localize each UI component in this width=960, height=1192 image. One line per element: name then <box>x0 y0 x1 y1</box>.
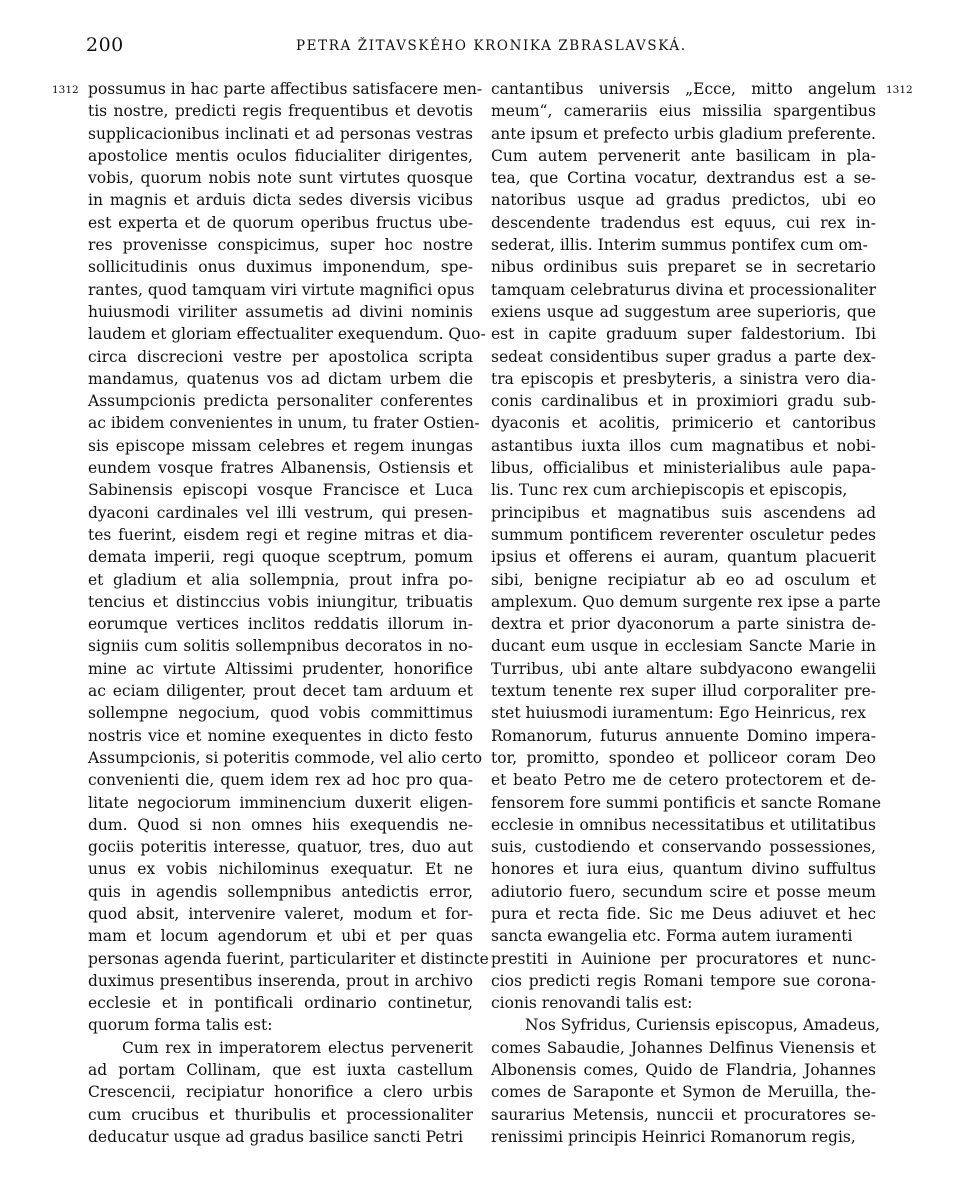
text-line: astantibus iuxta illos cum magnatibus et nobi- <box>491 436 876 455</box>
text-line: est experta et de quorum operibus fructus ube- <box>88 213 473 232</box>
text-line: Assumpcionis, si poteritis commode, vel alio certo <box>88 748 483 767</box>
text-line: comes Sabaudie, Johannes Delfinus Vienensis et <box>491 1038 876 1057</box>
text-line: tra episcopis et presbyteris, a sinistra vero dia- <box>491 369 876 388</box>
text-line: Romanorum, futurus annuente Domino impera- <box>491 726 876 745</box>
text-line: stet huiusmodi iuramentum: Ego Heinricus, rex <box>491 704 866 723</box>
text-line: sederat, illis. Interim summus pontifex cum om- <box>491 236 868 255</box>
running-title: PETRA ŽITAVSKÉHO KRONIKA ZBRASLAVSKÁ. <box>296 38 687 54</box>
text-line: gociis poteritis interesse, quatuor, tres, duo aut <box>88 838 473 857</box>
text-line: et beato Petro me de cetero protectorem et de- <box>491 771 876 790</box>
text-line: ducant eum usque in ecclesiam Sancte Marie in <box>491 637 876 656</box>
page-number: 200 <box>86 34 124 56</box>
text-line: convenienti die, quem idem rex ad hoc pro qua- <box>88 771 473 790</box>
text-line: summum pontificem reverenter osculetur pedes <box>491 525 876 544</box>
left-text-column <box>88 78 489 1148</box>
text-line: sollempne negocium, quod vobis committimus <box>88 704 473 723</box>
text-line: Sabinensis episcopi vosque Francisce et Luca <box>88 481 473 500</box>
text-line: huiusmodi viriliter assumetis ad divini nominis <box>88 302 473 321</box>
text-line: saurarius Metensis, nunccii et procuratores se- <box>491 1105 876 1124</box>
text-line: possumus in hac parte affectibus satisfacere men- <box>88 80 483 98</box>
text-line: honores et iura eius, quantum divino suffultus <box>491 860 876 879</box>
text-line: Nos Syfridus, Curiensis episcopus, Amadeus, <box>525 1016 880 1035</box>
text-line: sis episcope missam celebres et regem inungas <box>88 436 473 455</box>
text-line: tor, promitto, spondeo et polliceor coram Deo <box>491 748 876 767</box>
text-line: ac ibidem convenientes in unum, tu frater Ostien- <box>88 414 480 433</box>
text-line: dum. Quod si non omnes hiis exequendis ne- <box>88 815 473 834</box>
text-line: Turribus, ubi ante altare subdyacono ewangelii <box>491 659 876 678</box>
text-line: Assumpcionis predicta personaliter conferentes <box>88 392 473 411</box>
text-line: res provenisse conspicimus, super hoc nostre <box>88 236 473 255</box>
text-line: litate negociorum imminencium duxerit eligen- <box>88 793 473 812</box>
text-line: Albonensis comes, Quido de Flandria, Johannes <box>491 1061 876 1080</box>
text-line: dyaconis et acolitis, primicerio et cantoribus <box>491 414 876 433</box>
text-line: sollicitudinis onus duximus imponendum, spe- <box>88 258 473 277</box>
text-line: circa discrecioni vestre per apostolica scripta <box>88 347 473 366</box>
text-line: lis. Tunc rex cum archiepiscopis et episcopis, <box>491 481 848 500</box>
text-line: meum“, camerariis eius missilia spargentibus <box>491 102 876 121</box>
text-line: nostris vice et nomine exequentes in dicto festo <box>88 726 473 745</box>
text-line: ipsius et offerens ei auram, quantum placuerit <box>491 548 876 567</box>
text-line: unus ex vobis nichilominus exequatur. Et ne <box>88 860 473 879</box>
text-line: duximus presentibus inserenda, prout in archivo <box>88 971 473 990</box>
margin-year-right: 1312 <box>886 84 913 96</box>
text-line: textum tenente rex super illud corporaliter pre- <box>491 682 876 701</box>
text-line: comes de Saraponte et Symon de Meruilla, the- <box>491 1083 876 1102</box>
text-line: Crescencii, recipiatur honorifice a clero urbis <box>88 1083 473 1102</box>
text-line: eorumque vertices inclitos reddatis illorum in- <box>88 615 473 634</box>
text-line: ecclesie et in pontificali ordinario continetur, <box>88 994 473 1013</box>
text-line: tea, que Cortina vocatur, dextrandus est a se- <box>491 169 876 188</box>
text-line: conis cardinalibus et in proximiori gradu sub- <box>491 392 876 411</box>
text-line: libus, officialibus et ministerialibus aule papa- <box>491 459 876 478</box>
text-line: prestiti in Auinione per procuratores et nunc- <box>491 949 876 968</box>
text-line: mine ac virtute Altissimi prudenter, honorifice <box>88 659 473 678</box>
text-line: laudem et gloriam effectualiter exequendum. Quo- <box>88 325 486 344</box>
text-line: renissimi principis Heinrici Romanorum regis, <box>491 1127 856 1146</box>
text-line: principibus et magnatibus suis ascendens ad <box>491 503 876 522</box>
text-line: quorum forma talis est: <box>88 1016 273 1035</box>
text-line: sancta ewangelia etc. Forma autem iuramenti <box>491 927 853 946</box>
text-line: signiis cum solitis sollempnibus decoratos in no- <box>88 637 473 656</box>
text-line: quod absit, intervenire valeret, modum et for- <box>88 904 473 923</box>
text-line: fensorem fore summi pontificis et sancte Romane <box>491 793 882 812</box>
text-line: suis, custodiendo et conservando possessiones, <box>491 838 876 857</box>
text-line: nibus ordinibus suis preparet se in secretario <box>491 258 876 277</box>
text-line: quis in agendis sollempnibus antedictis error, <box>88 882 473 901</box>
right-text-column <box>491 78 882 1148</box>
text-line: personas agenda fuerint, particulariter et distincte <box>88 949 489 968</box>
text-line: demata imperii, regi quoque sceptrum, pomum <box>88 548 473 567</box>
text-line: mandamus, quatenus vos ad dictam urbem die <box>88 369 473 388</box>
text-line: amplexum. Quo demum surgente rex ipse a parte <box>491 592 881 611</box>
text-line: rantes, quod tamquam viri virtute magnifici opus <box>88 280 475 299</box>
text-line: Cum rex in imperatorem electus pervenerit <box>122 1038 473 1057</box>
text-line: cantantibus universis „Ecce, mitto angelum <box>491 80 876 98</box>
text-line: mam et locum agendorum et ubi et per quas <box>88 927 473 946</box>
text-line: adiutorio fuero, secundum scire et posse meum <box>491 882 876 901</box>
text-line: cios predicti regis Romani tempore sue corona- <box>491 971 876 990</box>
text-line: ac eciam diligenter, prout decet tam arduum et <box>88 682 473 701</box>
text-line: sedeat considentibus super gradus a parte dex- <box>491 347 876 366</box>
text-line: sibi, benigne recipiatur ab eo ad osculum et <box>491 570 876 589</box>
text-line: supplicacionibus inclinati et ad personas vestras <box>88 124 473 143</box>
text-line: tis nostre, predicti regis frequentibus et devotis <box>88 102 473 121</box>
text-line: Cum autem pervenerit ante basilicam in pla- <box>491 146 876 165</box>
margin-year-left: 1312 <box>52 84 79 96</box>
text-line: tamquam celebraturus divina et processionaliter <box>491 280 876 299</box>
text-line: vobis, quorum nobis note sunt virtutes quosque <box>88 169 473 188</box>
text-line: apostolice mentis oculos fiducialiter dirigentes, <box>88 146 473 165</box>
text-line: ante ipsum et prefecto urbis gladium preferente. <box>491 124 876 143</box>
text-line: ecclesie in omnibus necessitatibus et utilitatibus <box>491 815 876 834</box>
text-line: descendente tradendus est equus, cui rex in- <box>491 213 876 232</box>
text-line: est in capite graduum super faldestorium. Ibi <box>491 325 876 344</box>
text-line: exiens usque ad suggestum aree superioris, que <box>491 302 876 321</box>
text-line: tencius et distinccius vobis iniungitur, tribuatis <box>88 592 473 611</box>
text-line: cum crucibus et thuribulis et processionaliter <box>88 1105 473 1124</box>
text-line: deducatur usque ad gradus basilice sancti Petri <box>88 1127 464 1146</box>
text-line: natoribus usque ad gradus predictos, ubi eo <box>491 191 876 210</box>
text-line: cionis renovandi talis est: <box>491 994 693 1013</box>
text-line: eundem vosque fratres Albanensis, Ostiensis et <box>88 459 473 478</box>
text-line: tes fuerint, eisdem regi et regine mitras et dia- <box>88 525 473 544</box>
text-line: dextra et prior dyaconorum a parte sinistra de- <box>491 615 876 634</box>
text-line: dyaconi cardinales vel illi vestrum, qui presen- <box>88 503 473 522</box>
text-line: in magnis et arduis dicta sedes diversis vicibus <box>88 191 473 210</box>
text-line: ad portam Collinam, que est iuxta castellum <box>88 1061 473 1080</box>
text-line: pura et recta fide. Sic me Deus adiuvet et hec <box>491 904 876 923</box>
text-line: et gladium et alia sollempnia, prout infra po- <box>88 570 473 589</box>
